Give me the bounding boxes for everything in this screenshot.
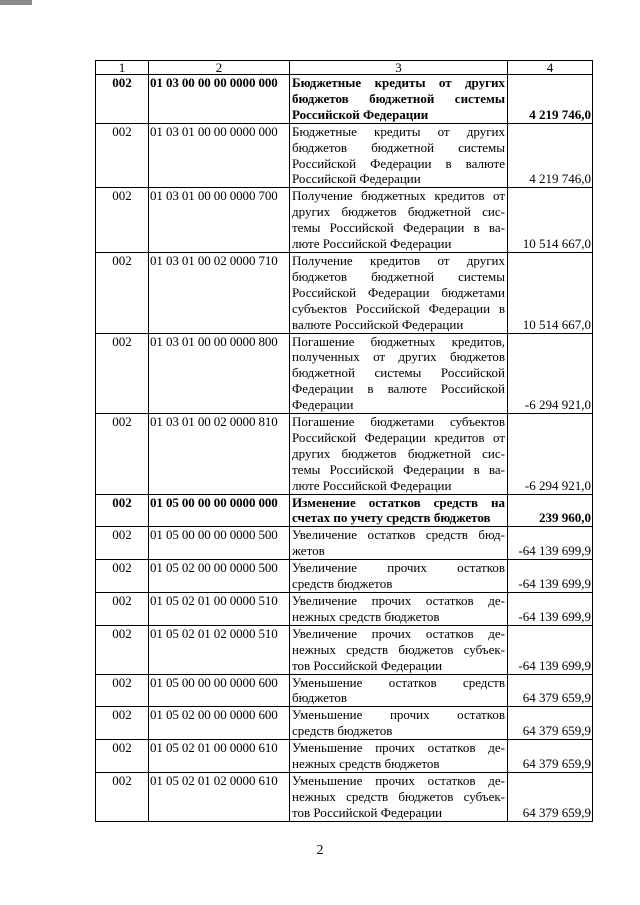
classification-code-cell: 01 05 02 00 00 0000 600 [149,707,290,740]
description-line: темы Российской Федерации в ва- [292,461,505,477]
amount-cell: -6 294 921,0 [508,333,593,414]
description-cell [290,772,508,821]
admin-code-cell: 002 [96,252,149,333]
amount-cell: -64 139 699,9 [508,527,593,560]
table-row [96,188,593,253]
table-row [96,333,593,414]
header-col-2: 2 [149,61,290,75]
description-line: бюджетов [292,690,348,706]
table-row [96,560,593,593]
description-line: Российской Федерации [292,106,429,122]
amount-cell: 10 514 667,0 [508,188,593,253]
classification-code-cell: 01 03 01 00 00 0000 700 [149,188,290,253]
table-row [96,252,593,333]
admin-code-cell: 002 [96,333,149,414]
table-row [96,772,593,821]
admin-code-cell: 002 [96,188,149,253]
description-cell [290,414,508,495]
description-line: тов Российской Федерации [292,657,443,673]
description-line: Российской Федерации в валюте [292,155,505,171]
description-line: Федерации [292,397,354,413]
description-line: Увеличение прочих остатков де- [292,593,505,608]
admin-code-cell: 002 [96,772,149,821]
amount-cell: -64 139 699,9 [508,560,593,593]
description-line: нежных средств бюджетов [292,608,440,624]
description-line: бюджетов бюджетной системы [292,139,505,155]
description-cell [290,740,508,773]
description-line: бюджетов бюджетной системы [292,268,505,284]
amount-cell: 10 514 667,0 [508,252,593,333]
description-cell [290,674,508,707]
description-line: средств бюджетов [292,576,393,592]
description-line: Погашение бюджетами субъектов [292,414,505,430]
description-line: бюджетов бюджетной системы [292,90,505,106]
admin-code-cell: 002 [96,707,149,740]
classification-code-cell: 01 05 00 00 00 0000 000 [149,494,290,527]
page-number: 2 [316,843,324,858]
description-line: Российской Федерации [292,171,421,187]
classification-code-cell: 01 03 01 00 00 0000 000 [149,123,290,188]
amount-cell: -64 139 699,9 [508,625,593,674]
description-line: Получение кредитов от других [292,252,505,268]
table-row [96,674,593,707]
admin-code-cell: 002 [96,740,149,773]
description-line: Уменьшение прочих остатков де- [292,772,505,788]
description-line: люте Российской Федерации [292,477,452,493]
description-line: других бюджетов бюджетной сис- [292,204,505,220]
header-col-4: 4 [508,61,593,75]
amount-cell: 64 379 659,9 [508,674,593,707]
description-line: Уменьшение прочих остатков де- [292,740,505,756]
admin-code-cell: 002 [96,414,149,495]
admin-code-cell: 002 [96,123,149,188]
description-line: нежных средств бюджетов [292,756,440,772]
description-line: нежных средств бюджетов субъек- [292,788,505,804]
classification-code-cell: 01 03 01 00 00 0000 800 [149,333,290,414]
amount-cell: 64 379 659,9 [508,772,593,821]
classification-code-cell: 01 03 00 00 00 0000 000 [149,75,290,124]
amount-cell: -64 139 699,9 [508,593,593,626]
classification-code-cell: 01 05 02 01 02 0000 510 [149,625,290,674]
description-line: Бюджетные кредиты от других [292,123,505,139]
description-line: субъектов Российской Федерации в [292,300,505,316]
amount-cell: 4 219 746,0 [508,123,593,188]
description-line: Российской Федерации кредитов от [292,429,505,445]
table-row [96,494,593,527]
admin-code-cell: 002 [96,674,149,707]
description-line: люте Российской Федерации [292,236,452,252]
classification-code-cell: 01 05 02 01 00 0000 510 [149,593,290,626]
description-line: Получение бюджетных кредитов от [292,188,505,204]
description-cell [290,494,508,527]
description-cell [290,188,508,253]
description-line: жетов [292,543,325,559]
amount-cell: 64 379 659,9 [508,707,593,740]
table-row [96,123,593,188]
description-cell [290,527,508,560]
table-header-row [96,61,593,75]
description-line: средств бюджетов [292,723,393,739]
description-cell [290,123,508,188]
description-cell [290,333,508,414]
admin-code-cell: 002 [96,494,149,527]
description-cell [290,625,508,674]
classification-code-cell: 01 05 02 01 02 0000 610 [149,772,290,821]
table-row [96,593,593,626]
classification-code-cell: 01 05 00 00 00 0000 600 [149,674,290,707]
description-line: других бюджетов бюджетной сис- [292,445,505,461]
admin-code-cell: 002 [96,75,149,124]
table-row [96,527,593,560]
description-cell [290,560,508,593]
description-line: полученных от других бюджетов [292,349,505,365]
description-line: Увеличение прочих остатков де- [292,625,505,641]
budget-sources-table [95,60,593,822]
amount-cell: 239 960,0 [508,494,593,527]
description-line: Изменение остатков средств на [292,494,505,510]
classification-code-cell: 01 05 02 01 00 0000 610 [149,740,290,773]
classification-code-cell: 01 03 01 00 02 0000 810 [149,414,290,495]
description-line: Погашение бюджетных кредитов, [292,333,505,349]
table-row [96,625,593,674]
amount-cell: 64 379 659,9 [508,740,593,773]
amount-cell: 4 219 746,0 [508,75,593,124]
admin-code-cell: 002 [96,527,149,560]
description-cell [290,707,508,740]
classification-code-cell: 01 05 02 00 00 0000 500 [149,560,290,593]
description-line: Российской Федерации бюджетами [292,284,505,300]
header-col-3: 3 [290,61,508,75]
description-line: Увеличение прочих остатков [292,560,505,576]
description-line: нежных средств бюджетов субъек- [292,641,505,657]
admin-code-cell: 002 [96,625,149,674]
amount-cell: -6 294 921,0 [508,414,593,495]
description-line: счетах по учету средств бюджетов [292,510,491,526]
description-line: тов Российской Федерации [292,804,443,820]
header-col-1: 1 [96,61,149,75]
table-row [96,707,593,740]
table-body [96,75,593,822]
admin-code-cell: 002 [96,593,149,626]
table-row [96,75,593,124]
description-line: Уменьшение прочих остатков [292,707,505,723]
description-line: темы Российской Федерации в ва- [292,220,505,236]
description-line: Бюджетные кредиты от других [292,75,505,90]
description-line: Уменьшение остатков средств [292,674,505,690]
description-line: валюте Российской Федерации [292,316,464,332]
description-line: Федерации в валюте Российской [292,381,505,397]
table-row [96,414,593,495]
scan-corner-mark [0,0,32,5]
description-cell [290,252,508,333]
description-cell [290,593,508,626]
description-cell [290,75,508,124]
description-line: Увеличение остатков средств бюд- [292,527,505,543]
table-row [96,740,593,773]
classification-code-cell: 01 05 00 00 00 0000 500 [149,527,290,560]
admin-code-cell: 002 [96,560,149,593]
classification-code-cell: 01 03 01 00 02 0000 710 [149,252,290,333]
description-line: бюджетной системы Российской [292,365,505,381]
